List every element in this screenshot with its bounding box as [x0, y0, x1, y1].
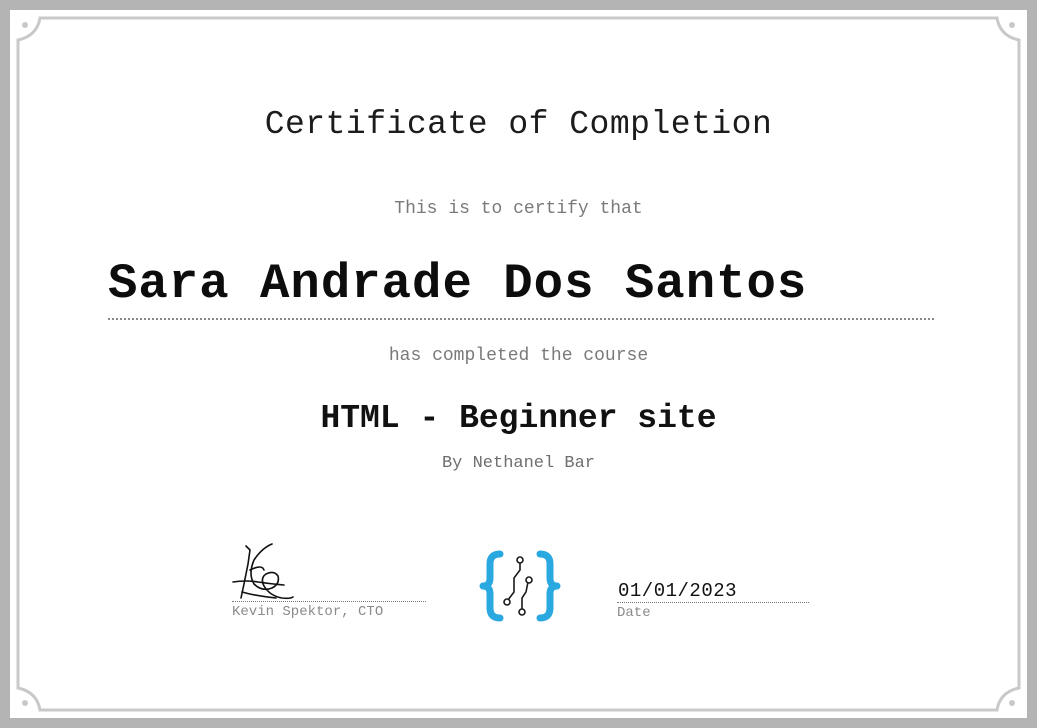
recipient-name: Sara Andrade Dos Santos: [108, 256, 934, 320]
completed-text: has completed the course: [388, 346, 649, 366]
date-line: [617, 602, 809, 603]
signature-icon: [232, 540, 302, 602]
signature-line: [232, 601, 426, 602]
signatory-caption: Kevin Spektor, CTO: [232, 604, 384, 620]
date-caption: Date: [617, 605, 651, 621]
certificate-title: Certificate of Completion: [264, 106, 773, 143]
signature-block: [232, 540, 426, 630]
course-name: HTML - Beginner site: [320, 400, 717, 437]
date-block: [617, 580, 809, 626]
course-author: By Nethanel Bar: [441, 454, 596, 473]
code-braces-circuit-icon: [478, 548, 562, 624]
date-value: 01/01/2023: [618, 580, 738, 602]
certify-text: This is to certify that: [394, 199, 643, 219]
